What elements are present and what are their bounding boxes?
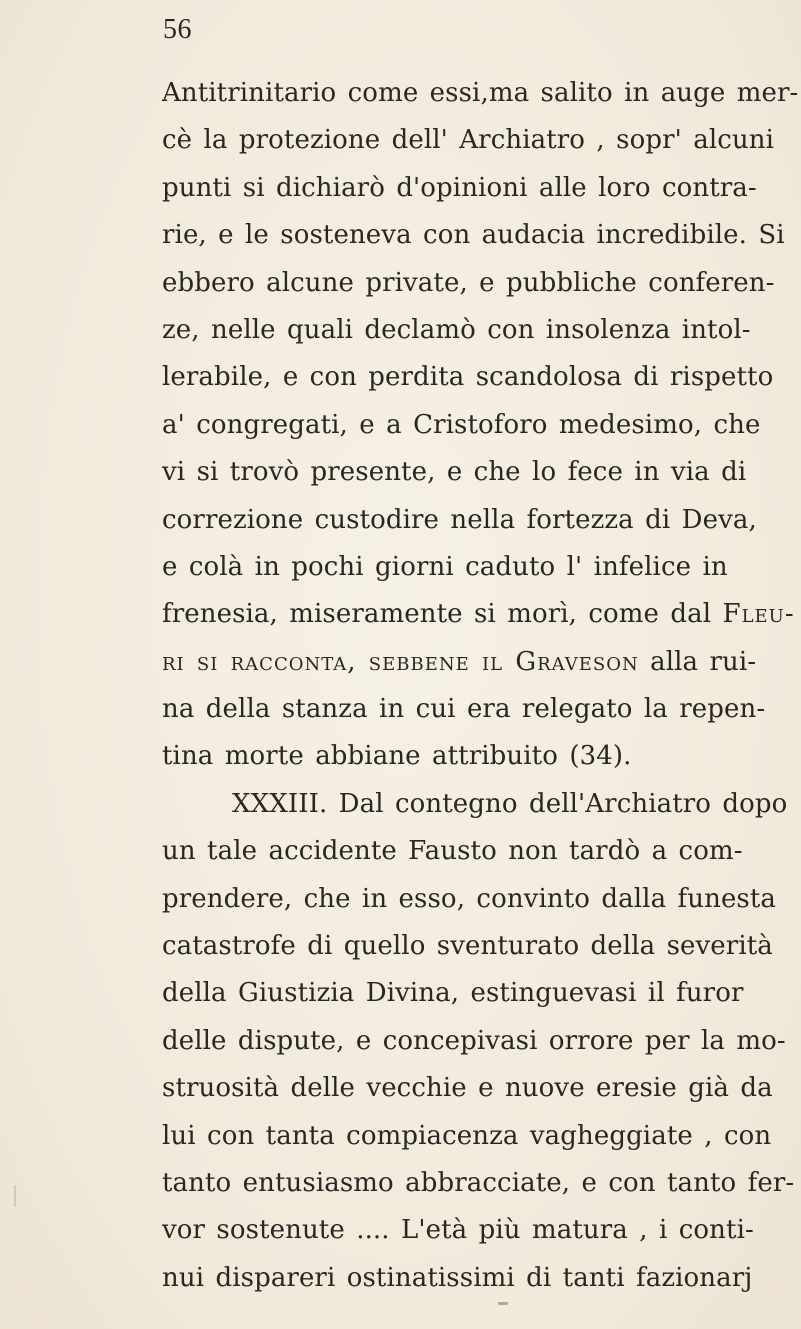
author-name-fleury: Fleu- bbox=[722, 599, 795, 630]
page-number: 56 bbox=[163, 14, 192, 45]
text-line: un tale accidente Fausto non tardò a com- bbox=[162, 836, 743, 867]
margin-ink-mark bbox=[14, 1185, 16, 1207]
text-fragment: frenesia, miseramente si morì, come dal bbox=[162, 599, 723, 630]
author-name-graveson: Graveson bbox=[515, 646, 639, 677]
text-line: rie, e le sosteneva con audacia incredibile. Si bbox=[162, 220, 785, 251]
text-line: tina morte abbiane attribuito (34). bbox=[162, 741, 632, 772]
text-line: Antitrinitario come essi,ma salito in auge mer- bbox=[162, 78, 799, 108]
text-line bbox=[162, 591, 801, 638]
body-text bbox=[162, 70, 801, 1302]
text-line: tanto entusiasmo abbracciate, e con tanto fer- bbox=[162, 1167, 795, 1198]
text-line: punti si dichiarò d'opinioni alle loro contra- bbox=[162, 172, 757, 203]
text-line: ze, nelle quali declamò con insolenza intol- bbox=[162, 314, 751, 345]
text-line: ebbero alcune private, e pubbliche conferen- bbox=[162, 267, 775, 298]
text-line: e colà in pochi giorni caduto l' infelice in bbox=[162, 551, 728, 582]
text-line: della Giustizia Divina, estinguevasi il furor bbox=[162, 978, 744, 1009]
section-heading-line: XXXIII. Dal contegno dell'Archiatro dopo bbox=[232, 788, 788, 819]
text-line: delle dispute, e concepivasi orrore per la mo- bbox=[162, 1025, 786, 1056]
text-line: prendere, che in esso, convinto dalla funesta bbox=[162, 883, 777, 914]
text-line: vi si trovò presente, e che lo fece in via di bbox=[162, 457, 747, 488]
text-line bbox=[162, 639, 801, 686]
text-fragment: alla rui- bbox=[638, 646, 757, 677]
text-fragment: ri si racconta, sebbene il bbox=[162, 646, 516, 677]
text-line: a' congregati, e a Cristoforo medesimo, che bbox=[162, 409, 761, 440]
ink-speck bbox=[498, 1302, 508, 1305]
text-line: lui con tanta compiacenza vagheggiate , con bbox=[162, 1120, 772, 1151]
text-line: correzione custodire nella fortezza di Deva, bbox=[162, 504, 757, 535]
text-line: struosità delle vecchie e nuove eresie già da bbox=[162, 1073, 773, 1104]
text-line: catastrofe di quello sventurato della severità bbox=[162, 931, 773, 962]
text-line: lerabile, e con perdita scandolosa di rispetto bbox=[162, 362, 774, 393]
text-line: nui dispareri ostinatissimi di tanti fazionarj bbox=[162, 1262, 753, 1293]
text-line: vor sostenute .... L'età più matura , i conti- bbox=[162, 1215, 754, 1246]
text-line: na della stanza in cui era relegato la repen- bbox=[162, 694, 766, 725]
text-line: cè la protezione dell' Archiatro , sopr' alcuni bbox=[162, 125, 775, 156]
